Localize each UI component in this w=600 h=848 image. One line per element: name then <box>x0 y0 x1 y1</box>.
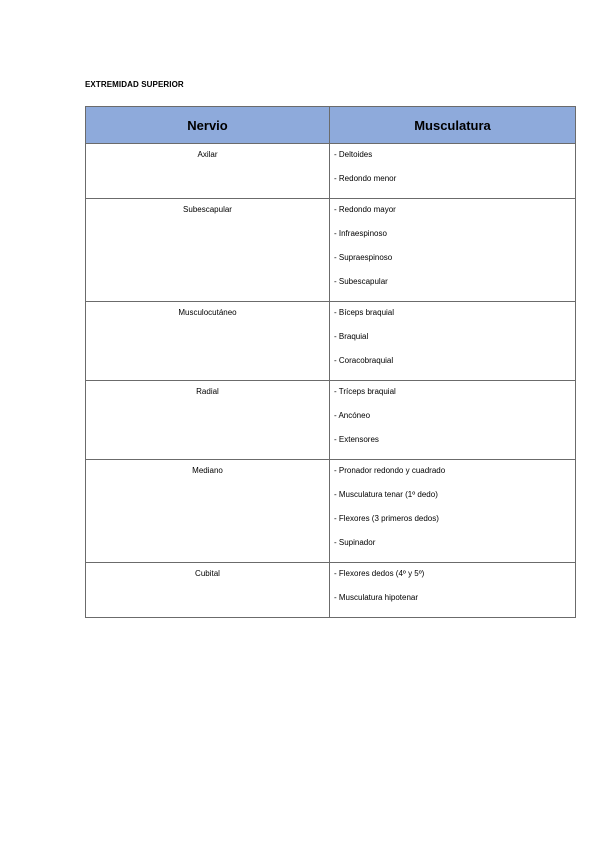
muscle-cell <box>330 381 576 460</box>
muscle-item: - Extensores <box>334 435 379 444</box>
table-row <box>86 563 576 618</box>
muscle-item: - Coracobraquial <box>334 356 394 365</box>
column-header-nervio: Nervio <box>86 107 330 144</box>
muscle-list <box>334 150 575 198</box>
table-row <box>86 144 576 199</box>
muscle-cell <box>330 302 576 381</box>
muscle-item: - Infraespinoso <box>334 229 387 238</box>
muscle-item: - Tríceps braquial <box>334 387 396 396</box>
muscle-item: - Ancóneo <box>334 411 371 420</box>
muscle-list <box>334 308 575 380</box>
muscle-item: - Redondo menor <box>334 174 397 183</box>
muscle-item: - Redondo mayor <box>334 205 396 214</box>
table-row <box>86 381 576 460</box>
muscle-item: - Braquial <box>334 332 369 341</box>
table-row <box>86 460 576 563</box>
muscle-item: - Subescapular <box>334 277 388 286</box>
table-header-row <box>86 107 576 144</box>
muscle-item: - Flexores dedos (4º y 5º) <box>334 569 425 578</box>
muscle-item: - Deltoides <box>334 150 373 159</box>
column-header-musculatura: Musculatura <box>330 107 576 144</box>
muscle-cell <box>330 563 576 618</box>
nerve-cell: Cubital <box>86 563 330 618</box>
nerve-cell: Musculocutáneo <box>86 302 330 381</box>
nerve-cell: Subescapular <box>86 199 330 302</box>
nerve-cell: Radial <box>86 381 330 460</box>
nerve-cell: Axilar <box>86 144 330 199</box>
muscle-list <box>334 387 575 459</box>
table-row <box>86 199 576 302</box>
muscle-cell <box>330 199 576 302</box>
muscle-item: - Bíceps braquial <box>334 308 395 317</box>
muscle-cell <box>330 460 576 563</box>
muscle-item: - Pronador redondo y cuadrado <box>334 466 446 475</box>
page-title: EXTREMIDAD SUPERIOR <box>85 80 184 89</box>
muscle-list <box>334 205 575 301</box>
nerve-cell: Mediano <box>86 460 330 563</box>
table-row <box>86 302 576 381</box>
muscle-item: - Flexores (3 primeros dedos) <box>334 514 439 523</box>
nerve-muscle-table <box>85 106 576 618</box>
muscle-item: - Musculatura hipotenar <box>334 593 419 602</box>
muscle-list <box>334 569 575 617</box>
muscle-cell <box>330 144 576 199</box>
muscle-list <box>334 466 575 562</box>
muscle-item: - Supinador <box>334 538 376 547</box>
muscle-item: - Supraespinoso <box>334 253 393 262</box>
muscle-item: - Musculatura tenar (1º dedo) <box>334 490 438 499</box>
